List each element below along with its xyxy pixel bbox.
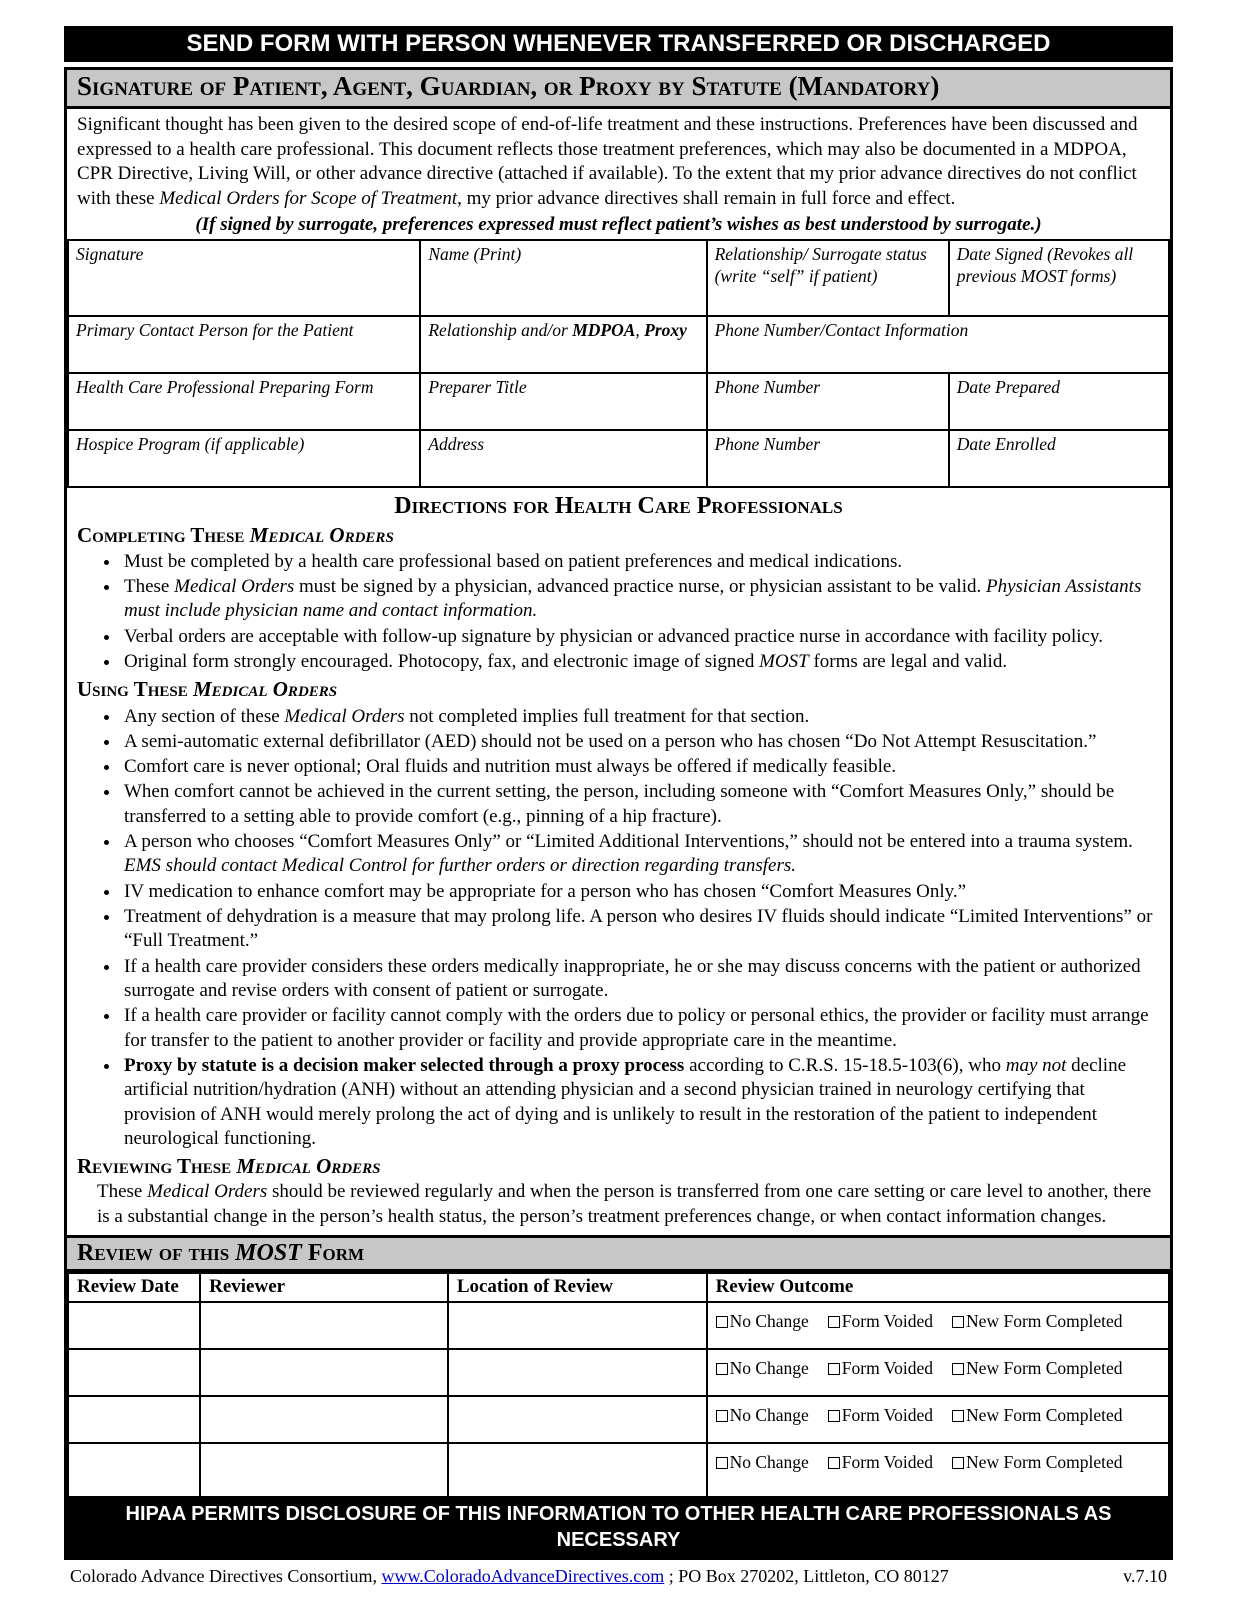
form-voided-option[interactable]	[828, 1311, 933, 1331]
location-cell[interactable]	[448, 1443, 707, 1497]
bullet-item: • Verbal orders are acceptable with follow-up signature by physician or advanced practice nurse in accordance with facility policy.	[121, 625, 1160, 649]
primary-relationship-field-label: Relationship and/or MDPOA, Proxy	[428, 319, 687, 340]
signature-field-label: Signature	[76, 243, 144, 264]
location-cell[interactable]	[448, 1349, 707, 1396]
review-outcome-cell	[707, 1349, 1169, 1396]
preparer-name-field-label: Health Care Professional Preparing Form	[76, 376, 374, 397]
review-row	[68, 1349, 1169, 1396]
reviewing-paragraph: These Medical Orders should be reviewed regularly and when the person is transferred from one care setting or care level to another, there is a substantial change in the person’s health status, the person’s treatment preferences change, or when contact information changes.	[97, 1181, 1152, 1227]
relationship-surrogate-field-label: Relationship/ Surrogate status (write “self” if patient)	[714, 243, 927, 286]
no-change-label: No Change	[729, 1405, 809, 1426]
no-change-label: No Change	[729, 1452, 809, 1473]
relationship-surrogate-field[interactable]	[707, 240, 949, 316]
form-voided-option[interactable]	[828, 1452, 933, 1472]
bullet-item: • Any section of these Medical Orders not completed implies full treatment for that section.	[121, 705, 1160, 729]
reviewing-subheading: Reviewing These Medical Orders	[77, 1154, 381, 1179]
page-footer	[64, 1560, 1173, 1587]
footer-address-text: ; PO Box 270202, Littleton, CO 80127	[664, 1566, 949, 1587]
new-form-completed-option[interactable]	[952, 1452, 1123, 1472]
primary-contact-field[interactable]	[68, 316, 420, 373]
hospice-program-field[interactable]	[68, 430, 420, 487]
bullet-item: • These Medical Orders must be signed by a physician, advanced practice nurse, or physician assistant to be valid. Physician Assistants must include physician name and contact information.	[121, 575, 1160, 624]
reviewer-column-header: Reviewer	[200, 1273, 448, 1302]
review-outcome-cell	[707, 1302, 1169, 1349]
directions-heading: Directions for Health Care Professionals	[394, 492, 843, 519]
form-voided-label: Form Voided	[841, 1358, 934, 1379]
name-print-field[interactable]	[420, 240, 706, 316]
new-form-completed-label: New Form Completed	[966, 1452, 1123, 1473]
reviewer-cell[interactable]	[200, 1302, 448, 1349]
form-voided-label: Form Voided	[841, 1311, 934, 1332]
form-frame	[64, 67, 1173, 1560]
form-voided-label: Form Voided	[841, 1452, 934, 1473]
checkbox-icon[interactable]	[716, 1316, 728, 1328]
checkbox-icon[interactable]	[828, 1457, 840, 1469]
signature-section-heading-text: Signature of Patient, Agent, Guardian, or Proxy by Statute (Mandatory)	[77, 71, 940, 102]
new-form-completed-option[interactable]	[952, 1358, 1123, 1378]
using-bullet-list	[77, 705, 1160, 1152]
new-form-completed-label: New Form Completed	[966, 1405, 1123, 1426]
preparer-phone-field-label: Phone Number	[714, 376, 821, 397]
no-change-option[interactable]	[716, 1311, 809, 1331]
bullet-item: • A person who chooses “Comfort Measures Only” or “Limited Additional Interventions,” should not be entered into a trauma system. EMS should contact Medical Control for further orders or direction regarding transfers.	[121, 830, 1160, 879]
reviewer-cell[interactable]	[200, 1396, 448, 1443]
review-outcome-cell	[707, 1443, 1169, 1497]
date-prepared-field[interactable]	[949, 373, 1169, 430]
checkbox-icon[interactable]	[828, 1316, 840, 1328]
preparer-title-field[interactable]	[420, 373, 706, 430]
new-form-completed-option[interactable]	[952, 1311, 1123, 1331]
review-table	[67, 1272, 1170, 1498]
bullet-item: • Must be completed by a health care professional based on patient preferences and medical indications.	[121, 550, 1160, 574]
location-cell[interactable]	[448, 1302, 707, 1349]
checkbox-icon[interactable]	[828, 1363, 840, 1375]
new-form-completed-label: New Form Completed	[966, 1358, 1123, 1379]
checkbox-icon[interactable]	[952, 1457, 964, 1469]
no-change-label: No Change	[729, 1358, 809, 1379]
checkbox-icon[interactable]	[952, 1410, 964, 1422]
location-column-header: Location of Review	[448, 1273, 707, 1302]
review-row	[68, 1396, 1169, 1443]
review-outcome-cell	[707, 1396, 1169, 1443]
new-form-completed-label: New Form Completed	[966, 1311, 1123, 1332]
no-change-label: No Change	[729, 1311, 809, 1332]
bullet-item: • Original form strongly encouraged. Photocopy, fax, and electronic image of signed MOST forms are legal and valid.	[121, 650, 1160, 674]
bullet-item: • If a health care provider considers these orders medically inappropriate, he or she may discuss concerns with the patient or authorized surrogate and revise orders with consent of patient or surrogate.	[121, 955, 1160, 1004]
hospice-phone-field[interactable]	[707, 430, 949, 487]
date-prepared-field-label: Date Prepared	[956, 376, 1060, 397]
checkbox-icon[interactable]	[952, 1363, 964, 1375]
hipaa-banner-text: HIPAA PERMITS DISCLOSURE OF THIS INFORMATION TO OTHER HEALTH CARE PROFESSIONALS AS NECESSARY	[125, 1503, 1112, 1552]
footer-left	[70, 1566, 949, 1587]
review-date-cell[interactable]	[68, 1349, 200, 1396]
bullet-item: • Comfort care is never optional; Oral fluids and nutrition must always be offered if medically feasible.	[121, 755, 1160, 779]
checkbox-icon[interactable]	[716, 1363, 728, 1375]
bullet-item: • When comfort cannot be achieved in the current setting, the person, including someone with “Comfort Measures Only,” should be transferred to a setting able to provide comfort (e.g., pinning of a hip fracture).	[121, 780, 1160, 829]
no-change-option[interactable]	[716, 1452, 809, 1472]
hospice-address-field[interactable]	[420, 430, 706, 487]
completing-subheading: Completing These Medical Orders	[77, 522, 394, 547]
date-enrolled-field-label: Date Enrolled	[956, 433, 1056, 454]
location-cell[interactable]	[448, 1396, 707, 1443]
signature-section-heading	[67, 70, 1170, 109]
checkbox-icon[interactable]	[716, 1457, 728, 1469]
checkbox-icon[interactable]	[828, 1410, 840, 1422]
hipaa-banner	[67, 1498, 1170, 1557]
preparer-title-field-label: Preparer Title	[428, 376, 527, 397]
no-change-option[interactable]	[716, 1405, 809, 1425]
review-row	[68, 1443, 1169, 1497]
bullet-item: • If a health care provider or facility cannot comply with the orders due to policy or personal ethics, the provider or facility must arrange for transfer to the patient to another provider or facility and provide appropriate care in the meantime.	[121, 1004, 1160, 1053]
completing-bullet-list	[77, 550, 1160, 675]
review-date-cell[interactable]	[68, 1302, 200, 1349]
using-subheading: Using These Medical Orders	[77, 677, 338, 702]
date-enrolled-field[interactable]	[949, 430, 1169, 487]
phone-contact-field[interactable]	[707, 316, 1169, 373]
hospice-program-field-label: Hospice Program (if applicable)	[76, 433, 305, 454]
primary-contact-field-label: Primary Contact Person for the Patient	[76, 319, 354, 340]
checkbox-icon[interactable]	[716, 1410, 728, 1422]
bullet-item: • IV medication to enhance comfort may be appropriate for a person who has chosen “Comfort Measures Only.”	[121, 880, 1160, 904]
preparer-name-field[interactable]	[68, 373, 420, 430]
bullet-item: • Treatment of dehydration is a measure that may prolong life. A person who desires IV fluids should indicate “Limited Interventions” or “Full Treatment.”	[121, 905, 1160, 954]
review-date-column-header: Review Date	[68, 1273, 200, 1302]
website-link[interactable]: www.ColoradoAdvanceDirectives.com	[381, 1566, 665, 1587]
form-voided-label: Form Voided	[841, 1405, 934, 1426]
footer-org-text: Colorado Advance Directives Consortium,	[70, 1566, 382, 1587]
reviewer-cell[interactable]	[200, 1349, 448, 1396]
surrogate-note: (If signed by surrogate, preferences expressed must reflect patient’s wishes as best understood by surrogate.)	[195, 213, 1042, 235]
review-section-heading: Review of this MOST Form	[67, 1235, 1170, 1272]
reviewer-cell[interactable]	[200, 1443, 448, 1497]
hospice-address-field-label: Address	[428, 433, 485, 454]
bullet-item: • A semi-automatic external defibrillator (AED) should not be used on a person who has chosen “Do Not Attempt Resuscitation.”	[121, 730, 1160, 754]
name-print-field-label: Name (Print)	[428, 243, 522, 264]
review-date-cell[interactable]	[68, 1443, 200, 1497]
no-change-option[interactable]	[716, 1358, 809, 1378]
version-label: v.7.10	[1123, 1566, 1167, 1587]
transfer-banner-text: SEND FORM WITH PERSON WHENEVER TRANSFERRED OR DISCHARGED	[186, 30, 1051, 57]
bullet-item: • Proxy by statute is a decision maker selected through a proxy process according to C.R.S. 15-18.5-103(6), who may not decline artificial nutrition/hydration (ANH) without an attending physician and a second physician trained in neurology certifying that provision of ANH would merely prolong the act of dying and is unlikely to result in the restoration of the patient to independent neurological functioning.	[121, 1054, 1160, 1151]
form-voided-option[interactable]	[828, 1405, 933, 1425]
primary-relationship-field[interactable]	[420, 316, 706, 373]
review-date-cell[interactable]	[68, 1396, 200, 1443]
hospice-phone-field-label: Phone Number	[714, 433, 821, 454]
new-form-completed-option[interactable]	[952, 1405, 1123, 1425]
signature-table	[67, 239, 1170, 488]
form-voided-option[interactable]	[828, 1358, 933, 1378]
directions-section	[67, 488, 1170, 1235]
phone-contact-field-label: Phone Number/Contact Information	[714, 319, 969, 340]
preparer-phone-field[interactable]	[707, 373, 949, 430]
signature-intro-paragraph: Significant thought has been given to the desired scope of end-of-life treatment and these instructions. Preferences have been discussed and expressed to a health care professional. This document reflects those treatment preferences, which may also be documented in a MDPOA, CPR Directive, Living Will, or other advance directive (attached if available). To the extent that my prior advance directives do not conflict with these Medical Orders for Scope of Treatment, my prior advance directives shall remain in full force and effect.	[77, 114, 1138, 210]
outcome-column-header: Review Outcome	[707, 1273, 1169, 1302]
checkbox-icon[interactable]	[952, 1316, 964, 1328]
review-table-header-row	[68, 1273, 1169, 1302]
signature-field[interactable]	[68, 240, 420, 316]
date-signed-field-label: Date Signed (Revokes all previous MOST forms)	[956, 243, 1134, 286]
date-signed-field[interactable]	[949, 240, 1169, 316]
transfer-banner	[64, 26, 1173, 62]
review-row	[68, 1302, 1169, 1349]
